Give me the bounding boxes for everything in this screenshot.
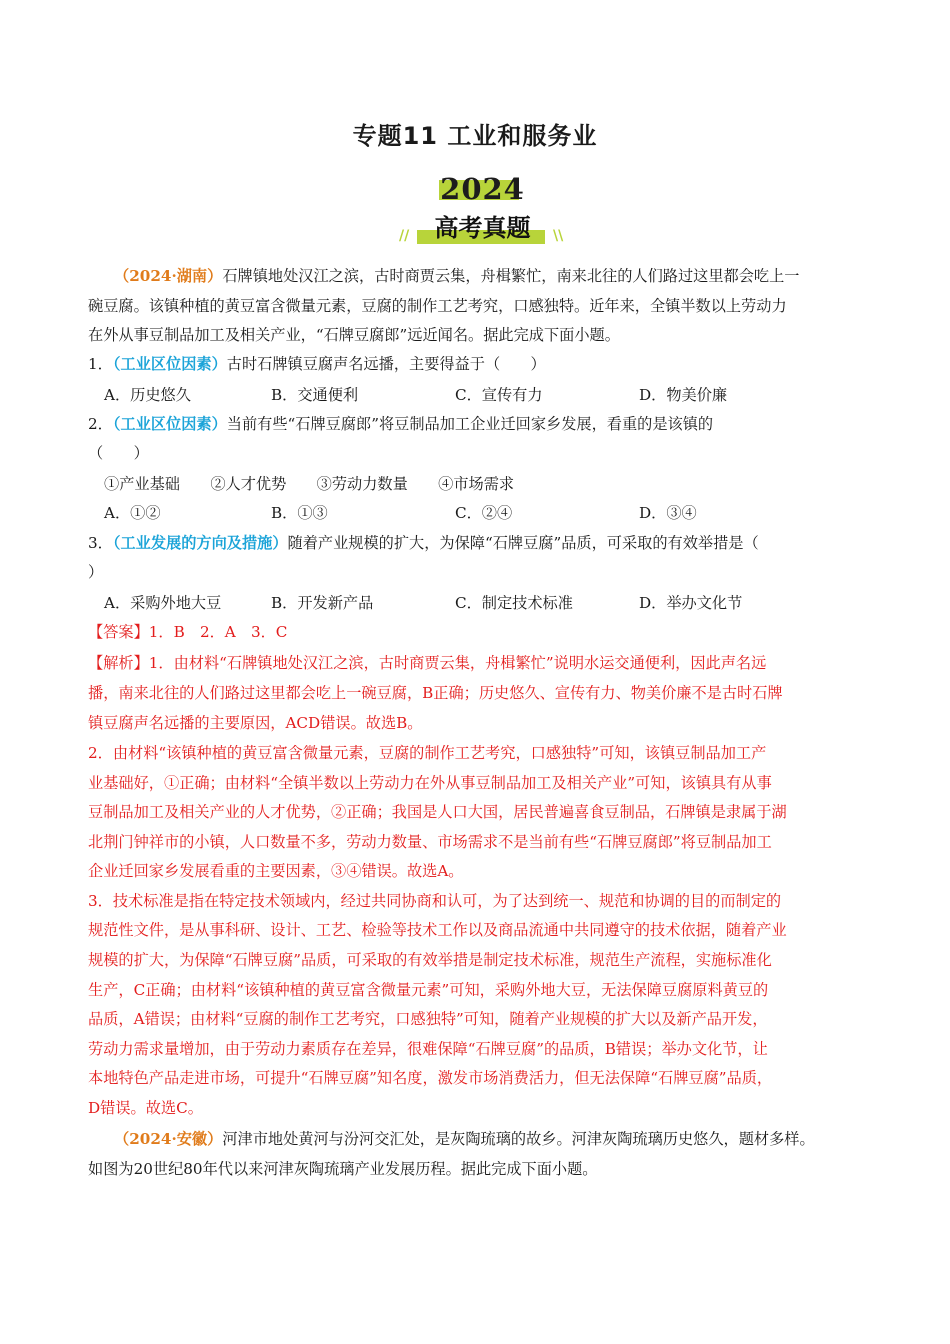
material-line: 碗豆腐。该镇种植的黄豆富含微量元素，豆腐的制作工艺考究，口感独特。近年来，全镇半数以上劳动力 xyxy=(88,297,787,315)
option-d: D．举办文化节 xyxy=(639,594,743,612)
analysis-line: 北荆门钟祥市的小镇，人口数量不多，劳动力数量、市场需求不是当前有些“石牌豆腐郎”将豆制品加工 xyxy=(88,833,772,851)
decor-slash-right-icon: \\ xyxy=(553,228,564,244)
material-line: 在外从事豆制品加工及相关产业，“石牌豆腐郎”远近闻名。据此完成下面小题。 xyxy=(88,326,620,344)
option-c: C．制定技术标准 xyxy=(455,594,573,612)
option-c: C．②④ xyxy=(455,504,513,522)
analysis-line: 生产，C正确；由材料“该镇种植的黄豆富含微量元素”可知，采购外地大豆，无法保障豆腐原料黄豆的 xyxy=(88,981,769,999)
material-line: 如图为20世纪80年代以来河津灰陶琉璃产业发展历程。据此完成下面小题。 xyxy=(88,1160,598,1178)
source-label: （2024·湖南） xyxy=(114,267,223,285)
question-stem: 古时石牌镇豆腐声名远播，主要得益于（ ） xyxy=(226,355,546,373)
question-stem: 随着产业规模的扩大，为保障“石牌豆腐”品质，可采取的有效举措是（ xyxy=(287,534,759,552)
question-number: 3． xyxy=(88,534,113,552)
analysis-line: 本地特色产品走进市场，可提升“石牌豆腐”知名度，激发市场消费活力，但无法保障“石牌豆腐”品质， xyxy=(88,1069,773,1087)
badge-year: 2024 xyxy=(440,172,525,206)
analysis-line: 播，南来北往的人们路过这里都会吃上一碗豆腐，B正确；历史悠久、宣传有力、物美价廉不是古时石牌 xyxy=(88,684,783,702)
analysis-line: 业基础好，①正确；由材料“全镇半数以上劳动力在外从事豆制品加工及相关产业”可知，该镇具有从事 xyxy=(88,774,772,792)
option-c: C．宣传有力 xyxy=(455,386,543,404)
option-b: B．交通便利 xyxy=(271,386,359,404)
analysis-line: 劳动力需求量增加，由于劳动力素质存在差异，很难保障“石牌豆腐”的品质，B错误；举办文化节，让 xyxy=(88,1040,768,1058)
question-stem: 当前有些“石牌豆腐郎”将豆制品加工企业迁回家乡发展，看重的是该镇的 xyxy=(226,415,714,433)
analysis-line: 【解析】1．由材料“石牌镇地处汉江之滨，古时商贾云集，舟楫繁忙”说明水运交通便利，因此声名远 xyxy=(88,654,767,672)
material-line xyxy=(114,1129,815,1149)
question-3 xyxy=(88,533,759,553)
question-number: 2． xyxy=(88,415,113,433)
analysis-line: 2．由材料“该镇种植的黄豆富含微量元素，豆腐的制作工艺考究，口感独特”可知，该镇豆制品加工产 xyxy=(88,744,767,762)
topic-tag: （工业区位因素） xyxy=(112,415,227,433)
option-a: A．历史悠久 xyxy=(104,386,191,404)
question-stem-continued: （ ） xyxy=(88,444,149,462)
question-stem-continued: ） xyxy=(88,563,104,581)
option-b: B．①③ xyxy=(271,504,328,522)
option-a: A．①② xyxy=(104,504,161,522)
page-title: 专题11 工业和服务业 xyxy=(352,122,598,150)
analysis-line: 企业迁回家乡发展看重的主要因素，③④错误。故选A。 xyxy=(88,862,464,880)
option-d: D．③④ xyxy=(639,504,697,522)
option-d: D．物美价廉 xyxy=(639,386,728,404)
analysis-line: 品质，A错误；由材料“豆腐的制作工艺考究，口感独特”可知，随着产业规模的扩大以及新产品开发， xyxy=(88,1010,768,1028)
statement-list: ①产业基础 ②人才优势 ③劳动力数量 ④市场需求 xyxy=(104,475,515,493)
analysis-line: D错误。故选C。 xyxy=(88,1099,203,1117)
material-text: 石牌镇地处汉江之滨，古时商贾云集，舟楫繁忙，南来北往的人们路过这里都会吃上一 xyxy=(222,267,800,285)
question-1 xyxy=(88,354,546,374)
analysis-line: 3．技术标准是指在特定技术领域内，经过共同协商和认可，为了达到统一、规范和协调的目的而制定的 xyxy=(88,892,782,910)
decor-slash-left-icon: // xyxy=(399,228,410,244)
material-text: 河津市地处黄河与汾河交汇处，是灰陶琉璃的故乡。河津灰陶琉璃历史悠久，题材多样。 xyxy=(222,1130,815,1148)
source-label: （2024·安徽） xyxy=(114,1130,223,1148)
analysis-line: 镇豆腐声名远播的主要原因，ACD错误。故选B。 xyxy=(88,714,423,732)
badge-subtitle: 高考真题 xyxy=(434,214,531,242)
material-line xyxy=(114,266,799,286)
analysis-line: 规范性文件，是从事科研、设计、工艺、检验等技术工作以及商品流通中共同遵守的技术依据，随着产业 xyxy=(88,921,787,939)
section-badge xyxy=(395,172,570,252)
topic-tag: （工业发展的方向及措施） xyxy=(112,534,288,552)
option-a: A．采购外地大豆 xyxy=(104,594,222,612)
option-b: B．开发新产品 xyxy=(271,594,374,612)
topic-tag: （工业区位因素） xyxy=(112,355,227,373)
analysis-line: 规模的扩大，为保障“石牌豆腐”品质，可采取的有效举措是制定技术标准，规范生产流程，实施标准化 xyxy=(88,951,772,969)
question-2 xyxy=(88,414,713,434)
analysis-line: 豆制品加工及相关产业的人才优势，②正确；我国是人口大国，居民普遍喜食豆制品，石牌镇是隶属于湖 xyxy=(88,803,787,821)
answer-line: 【答案】1．B 2．A 3．C xyxy=(88,623,288,641)
question-number: 1． xyxy=(88,355,113,373)
